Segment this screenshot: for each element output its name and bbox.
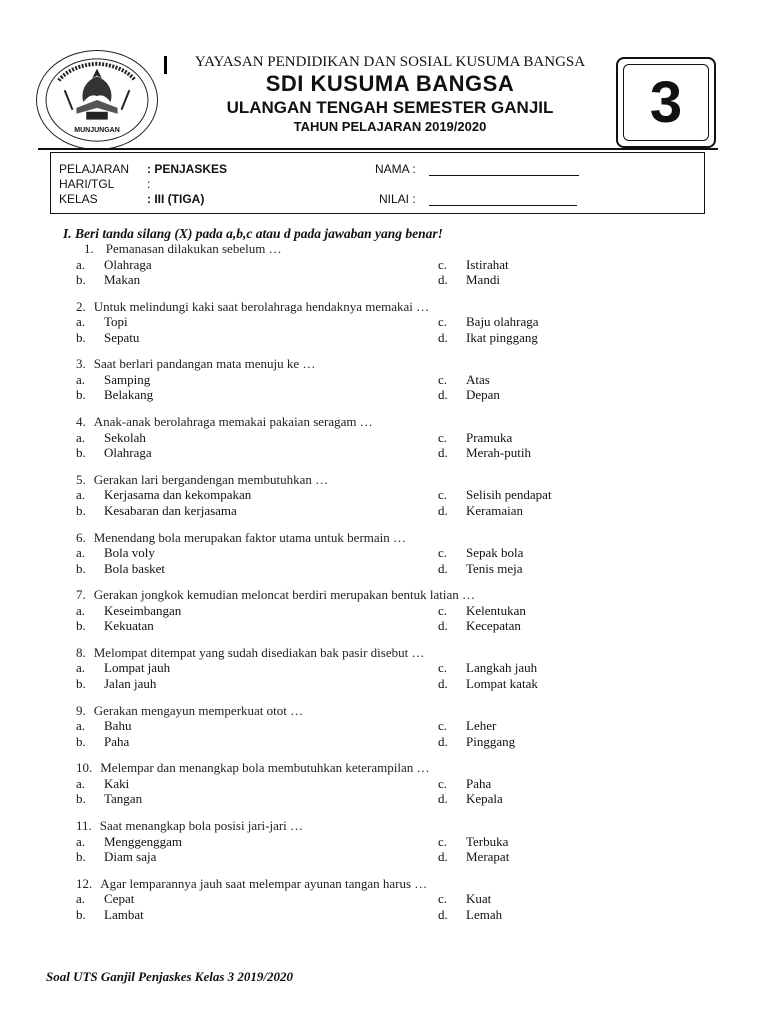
option-letter: b. (76, 329, 86, 345)
question-8 (76, 645, 424, 661)
option-letter: d. (438, 906, 448, 922)
question-3 (76, 356, 315, 372)
question-text: Gerakan jongkok kemudian meloncat berdiri merupakan bentuk latian … (93, 587, 475, 603)
question-number: 9. (76, 702, 86, 718)
question-number: 6. (76, 529, 86, 545)
question-9 (76, 703, 303, 719)
option-letter: a. (76, 660, 86, 676)
option-text: Kelentukan (466, 602, 526, 618)
question-text: Anak-anak berolahraga memakai pakaian seragam … (93, 414, 373, 430)
option-letter: c. (438, 429, 448, 445)
option-text: Lemah (466, 906, 503, 922)
class-value: : III (TIGA) (147, 192, 205, 206)
name-field[interactable] (429, 175, 579, 176)
option-text: Diam saja (104, 849, 157, 864)
option-text: Keseimbangan (104, 602, 182, 618)
option-letter: a. (76, 545, 86, 560)
subject-value: : PENJASKES (147, 162, 228, 176)
option-text: Olahraga (104, 256, 152, 272)
option-letter: c. (438, 602, 448, 618)
option-text: Depan (466, 387, 500, 403)
question-text: Melempar dan menangkap bola membutuhkan keterampilan … (100, 760, 430, 776)
question-text: Saat menangkap bola posisi jari-jari … (99, 818, 304, 833)
option-text: Sepak bola (466, 545, 524, 560)
question-number: 3. (76, 356, 86, 372)
option-text: Keramaian (466, 502, 524, 518)
option-text: Mandi (466, 272, 500, 287)
option-text: Bahu (104, 718, 132, 734)
option-letter: a. (76, 314, 86, 330)
class-number: 3 (623, 64, 709, 141)
question-number: 5. (76, 471, 86, 487)
option-text: Kaki (104, 775, 130, 791)
option-text: Kepala (466, 791, 503, 807)
option-text: Pramuka (466, 429, 513, 445)
option-letter: c. (438, 256, 448, 272)
option-letter: b. (76, 502, 86, 518)
option-letter: c. (438, 833, 448, 849)
option-letter: d. (438, 849, 448, 864)
option-text: Pinggang (466, 733, 516, 749)
school-name: SDI KUSUMA BANGSA (265, 71, 515, 96)
option-letter: d. (438, 445, 448, 461)
option-text: Cepat (104, 891, 135, 907)
option-letter: b. (76, 618, 86, 634)
question-number: 12. (76, 875, 93, 891)
option-letter: c. (438, 314, 448, 330)
option-text: Paha (104, 733, 130, 749)
question-4 (76, 414, 373, 430)
question-text: Untuk melindungi kaki saat berolahraga hendaknya memakai … (93, 298, 430, 314)
option-text: Paha (466, 775, 492, 791)
option-letter: c. (438, 371, 448, 387)
option-text: Tenis meja (466, 560, 523, 576)
option-letter: d. (438, 675, 448, 691)
option-text: Atas (466, 371, 490, 387)
question-7 (76, 587, 475, 603)
question-number: 7. (76, 587, 86, 603)
option-text: Samping (104, 371, 151, 387)
option-text: Kerjasama dan kekompakan (104, 487, 252, 503)
question-text: Pemanasan dilakukan sebelum … (105, 241, 282, 256)
option-text: Menggenggam (104, 833, 182, 849)
option-letter: a. (76, 775, 86, 791)
option-letter: b. (76, 445, 86, 461)
option-text: Ikat pinggang (466, 329, 538, 345)
question-11 (76, 818, 303, 834)
question-number: 10. (76, 760, 93, 776)
exam-title: ULANGAN TENGAH SEMESTER GANJIL (226, 98, 554, 117)
option-text: Langkah jauh (466, 660, 538, 676)
option-letter: a. (76, 487, 86, 503)
class-label: KELAS (59, 192, 98, 206)
option-text: Sekolah (104, 429, 146, 445)
question-number: 8. (76, 644, 86, 660)
option-text: Tangan (104, 791, 143, 807)
option-text: Merapat (466, 849, 510, 864)
option-letter: a. (76, 429, 86, 445)
question-2 (76, 299, 429, 315)
question-text: Saat berlari pandangan mata menuju ke … (93, 356, 316, 372)
option-letter: b. (76, 387, 86, 403)
subject-label: PELAJARAN (59, 162, 130, 176)
option-letter: c. (438, 487, 448, 503)
option-letter: d. (438, 618, 448, 634)
option-letter: a. (76, 602, 86, 618)
option-letter: b. (76, 849, 86, 864)
question-number: 2. (76, 298, 86, 314)
option-text: Topi (104, 314, 128, 330)
option-letter: b. (76, 560, 86, 576)
option-letter: b. (76, 906, 86, 922)
score-field[interactable] (429, 205, 577, 206)
student-info-box (50, 152, 705, 214)
option-letter: d. (438, 502, 448, 518)
option-letter: c. (438, 545, 448, 560)
header-divider (38, 148, 718, 150)
option-letter: a. (76, 256, 86, 272)
question-number: 4. (76, 414, 86, 430)
option-letter: d. (438, 329, 448, 345)
option-letter: c. (438, 718, 448, 734)
question-number: 1. (84, 241, 94, 256)
option-text: Belakang (104, 387, 154, 403)
option-text: Bola voly (104, 545, 155, 560)
school-emblem-icon (37, 51, 157, 149)
option-text: Makan (104, 272, 141, 287)
option-letter: d. (438, 733, 448, 749)
option-text: Olahraga (104, 445, 152, 461)
option-letter: c. (438, 891, 448, 907)
option-letter: d. (438, 560, 448, 576)
date-value: : (147, 177, 151, 191)
logo-caption: MUNJUNGAN (74, 127, 120, 134)
option-letter: b. (76, 791, 86, 807)
option-letter: b. (76, 272, 86, 287)
option-letter: a. (76, 371, 86, 387)
option-text: Bola basket (104, 560, 166, 576)
question-12 (76, 876, 427, 892)
option-text: Sepatu (104, 329, 140, 345)
option-text: Istirahat (466, 256, 509, 272)
option-letter: d. (438, 272, 448, 287)
foundation-name: YAYASAN PENDIDIKAN DAN SOSIAL KUSUMA BANGSA (194, 54, 586, 70)
option-letter: d. (438, 791, 448, 807)
date-label: HARI/TGL (59, 177, 115, 191)
option-text: Kekuatan (104, 618, 154, 634)
option-text: Merah-putih (466, 445, 531, 461)
question-text: Gerakan mengayun memperkuat otot … (93, 702, 304, 718)
option-text: Terbuka (466, 833, 509, 849)
option-letter: a. (76, 891, 86, 907)
option-text: Selisih pendapat (466, 487, 552, 503)
option-letter: d. (438, 387, 448, 403)
class-number-box (616, 57, 716, 148)
question-text: Menendang bola merupakan faktor utama untuk bermain … (93, 529, 407, 545)
question-text: Agar lemparannya jauh saat melempar ayunan tangan harus … (100, 875, 428, 891)
option-text: Lompat katak (466, 675, 538, 691)
question-text: Gerakan lari bergandengan membutuhkan … (93, 471, 329, 487)
option-text: Kecepatan (466, 618, 521, 634)
question-1 (84, 241, 282, 257)
option-text: Kuat (466, 891, 492, 907)
option-text: Jalan jauh (104, 675, 157, 691)
option-text: Baju olahraga (466, 314, 539, 330)
option-letter: b. (76, 675, 86, 691)
question-text: Melompat ditempat yang sudah disediakan bak pasir disebut … (93, 644, 425, 660)
option-text: Lambat (104, 906, 144, 922)
option-text: Kesabaran dan kerjasama (104, 502, 237, 518)
question-6 (76, 530, 406, 546)
question-number: 11. (76, 818, 92, 833)
question-10 (76, 760, 429, 776)
option-letter: b. (76, 733, 86, 749)
name-label: NAMA : (375, 162, 416, 176)
page-footer: Soal UTS Ganjil Penjaskes Kelas 3 2019/2020 (46, 969, 294, 984)
option-letter: c. (438, 775, 448, 791)
option-letter: a. (76, 718, 86, 734)
academic-year: TAHUN PELAJARAN 2019/2020 (293, 119, 487, 134)
option-letter: c. (438, 660, 448, 676)
score-label: NILAI : (379, 192, 416, 206)
school-logo (36, 50, 158, 150)
option-text: Leher (466, 718, 497, 734)
option-text: Lompat jauh (104, 660, 171, 676)
option-letter: a. (76, 833, 86, 849)
instruction: I. Beri tanda silang (X) pada a,b,c atau d pada jawaban yang benar! (63, 226, 443, 241)
question-5 (76, 472, 328, 488)
